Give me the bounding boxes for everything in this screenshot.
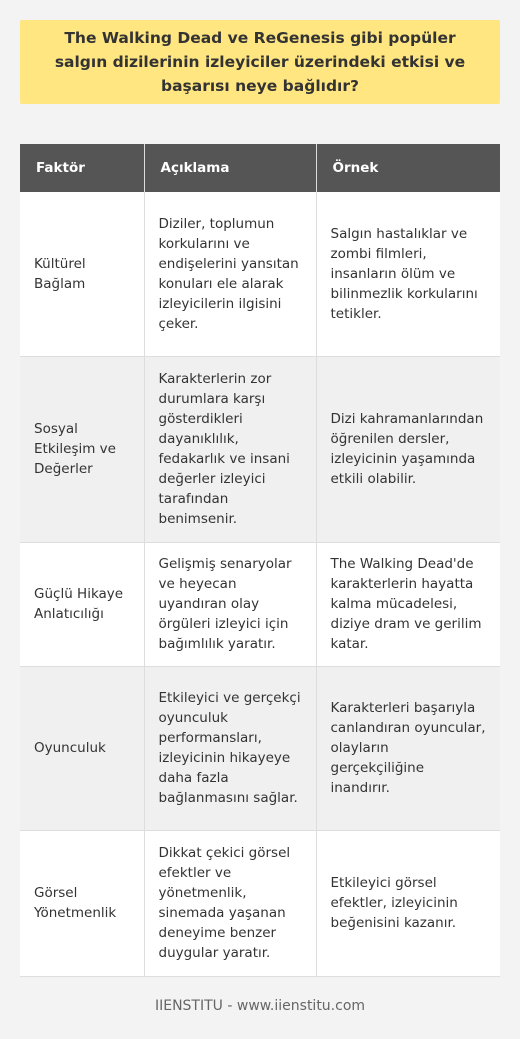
- table-header-row: [20, 144, 500, 192]
- cell-description: Karakterlerin zor durumlara karşı gösterdikleri dayanıklılık, fedakarlık ve insani değerler izleyici tarafından benimsenir.: [144, 356, 316, 542]
- cell-example: Etkileyici görsel efektler, izleyicinin beğenisini kazanır.: [316, 830, 500, 976]
- cell-factor: Oyunculuk: [20, 666, 144, 830]
- header-factor: Faktör: [20, 144, 144, 192]
- header-description: Açıklama: [144, 144, 316, 192]
- cell-factor: Kültürel Bağlam: [20, 192, 144, 356]
- cell-factor: Sosyal Etkileşim ve Değerler: [20, 356, 144, 542]
- table-row: [20, 192, 500, 356]
- table-row: [20, 542, 500, 666]
- footer-credit: IIENSTITU - www.iienstitu.com: [154, 998, 366, 1014]
- cell-description: Dikkat çekici görsel efektler ve yönetmenlik, sinemada yaşanan deneyime benzer duygular yaratır.: [144, 830, 316, 976]
- page-title: The Walking Dead ve ReGenesis gibi popüler salgın dizilerinin izleyiciler üzerindeki etkisi ve başarısı neye bağlıdır?: [54, 29, 466, 95]
- factors-table: [20, 144, 500, 977]
- cell-example: Salgın hastalıklar ve zombi filmleri, insanların ölüm ve bilinmezlik korkularını tetikler.: [316, 192, 500, 356]
- cell-description: Diziler, toplumun korkularını ve endişelerini yansıtan konuları ele alarak izleyicilerin ilgisini çeker.: [144, 192, 316, 356]
- cell-description: Etkileyici ve gerçekçi oyunculuk performansları, izleyicinin hikayeye daha fazla bağlanmasını sağlar.: [144, 666, 316, 830]
- cell-example: The Walking Dead'de karakterlerin hayatta kalma mücadelesi, diziye dram ve gerilim katar.: [316, 542, 500, 666]
- cell-example: Dizi kahramanlarından öğrenilen dersler, izleyicinin yaşamında etkili olabilir.: [316, 356, 500, 542]
- header-example: Örnek: [316, 144, 500, 192]
- cell-factor: Görsel Yönetmenlik: [20, 830, 144, 976]
- table-row: [20, 356, 500, 542]
- table-row: [20, 830, 500, 976]
- title-banner: [20, 20, 500, 104]
- cell-factor: Güçlü Hikaye Anlatıcılığı: [20, 542, 144, 666]
- cell-description: Gelişmiş senaryolar ve heyecan uyandıran olay örgüleri izleyici için bağımlılık yaratır.: [144, 542, 316, 666]
- cell-example: Karakterleri başarıyla canlandıran oyuncular, olayların gerçekçiliğine inandırır.: [316, 666, 500, 830]
- table-row: [20, 666, 500, 830]
